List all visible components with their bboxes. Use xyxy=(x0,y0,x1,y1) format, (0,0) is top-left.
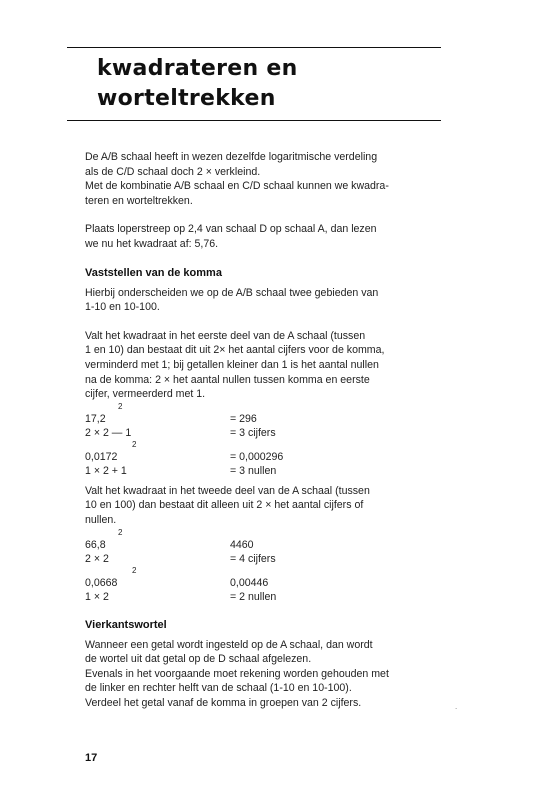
section-heading-vierkantswortel: Vierkantswortel xyxy=(85,618,167,631)
komma-paragraph-3: Valt het kwadraat in het tweede deel van de A schaal (tussen 10 en 100) dan bestaat dit alleen uit 2 × het aantal cijfers of nullen. xyxy=(85,484,370,526)
top-rule xyxy=(67,47,441,48)
komma-paragraph-1: Hierbij onderscheiden we op de A/B schaal twee gebieden van 1-10 en 10-100. xyxy=(85,286,379,314)
calc-right: = 296 xyxy=(230,412,257,425)
calc-left: 2 × 2 xyxy=(85,552,109,565)
calc-right: = 2 nullen xyxy=(230,590,277,603)
page-title xyxy=(97,54,427,114)
calc-left: 0,0668 xyxy=(85,576,118,589)
calc-right: 0,00446 xyxy=(230,576,269,589)
calc-left: 1 × 2 xyxy=(85,590,109,603)
exponent: 2 xyxy=(132,439,137,449)
title-line-2: worteltrekken xyxy=(97,86,276,111)
page-number: 17 xyxy=(85,752,98,764)
vierkantswortel-paragraph: Wanneer een getal wordt ingesteld op de A schaal, dan wordt de wortel uit dat getal op de D schaal afgelezen. Evenals in het voorgaande moet rekening worden gehouden met de linker en rechter helft van de schaal (1-10 en 10-100). Verdeel het getal vanaf de komma in groepen van 2 cijfers. xyxy=(85,638,389,709)
body-content xyxy=(85,150,447,710)
calculation-example-2 xyxy=(85,528,447,604)
exponent: 2 xyxy=(132,565,137,575)
stray-mark: . xyxy=(455,702,458,711)
calc-left: 17,2 xyxy=(85,412,106,425)
calc-right: = 3 nullen xyxy=(230,464,277,477)
bottom-rule xyxy=(67,120,441,121)
calc-left: 0,0172 xyxy=(85,450,118,463)
calculation-example-1 xyxy=(85,402,447,478)
intro-paragraph-2: Plaats loperstreep op 2,4 van schaal D op schaal A, dan lezen we nu het kwadraat af: 5,76. xyxy=(85,223,377,250)
calc-left: 2 × 2 — 1 xyxy=(85,426,132,439)
calc-right: = 3 cijfers xyxy=(230,426,276,439)
calc-right: = 4 cijfers xyxy=(230,552,276,565)
calc-left: 1 × 2 + 1 xyxy=(85,464,127,477)
exponent: 2 xyxy=(118,527,123,537)
exponent: 2 xyxy=(118,401,123,411)
calc-right: 4460 xyxy=(230,538,254,551)
intro-paragraph-1: De A/B schaal heeft in wezen dezelfde logaritmische verdeling als de C/D schaal doch 2 × verkleind. Met de kombinatie A/B schaal en C/D schaal kunnen we kwadra- teren en worteltrekken. xyxy=(85,151,389,207)
calc-left: 66,8 xyxy=(85,538,106,551)
calc-right: = 0,000296 xyxy=(230,450,284,463)
komma-paragraph-2: Valt het kwadraat in het eerste deel van de A schaal (tussen 1 en 10) dan bestaat dit uit 2× het aantal cijfers voor de komma, verminderd met 1; bij getallen kleiner dan 1 is het aantal nullen na de komma: 2 × het aantal nullen tussen komma en eerste cijfer, vermeerderd met 1. xyxy=(85,329,385,401)
section-heading-komma: Vaststellen van de komma xyxy=(85,266,222,279)
title-line-1: kwadrateren en xyxy=(97,56,298,81)
